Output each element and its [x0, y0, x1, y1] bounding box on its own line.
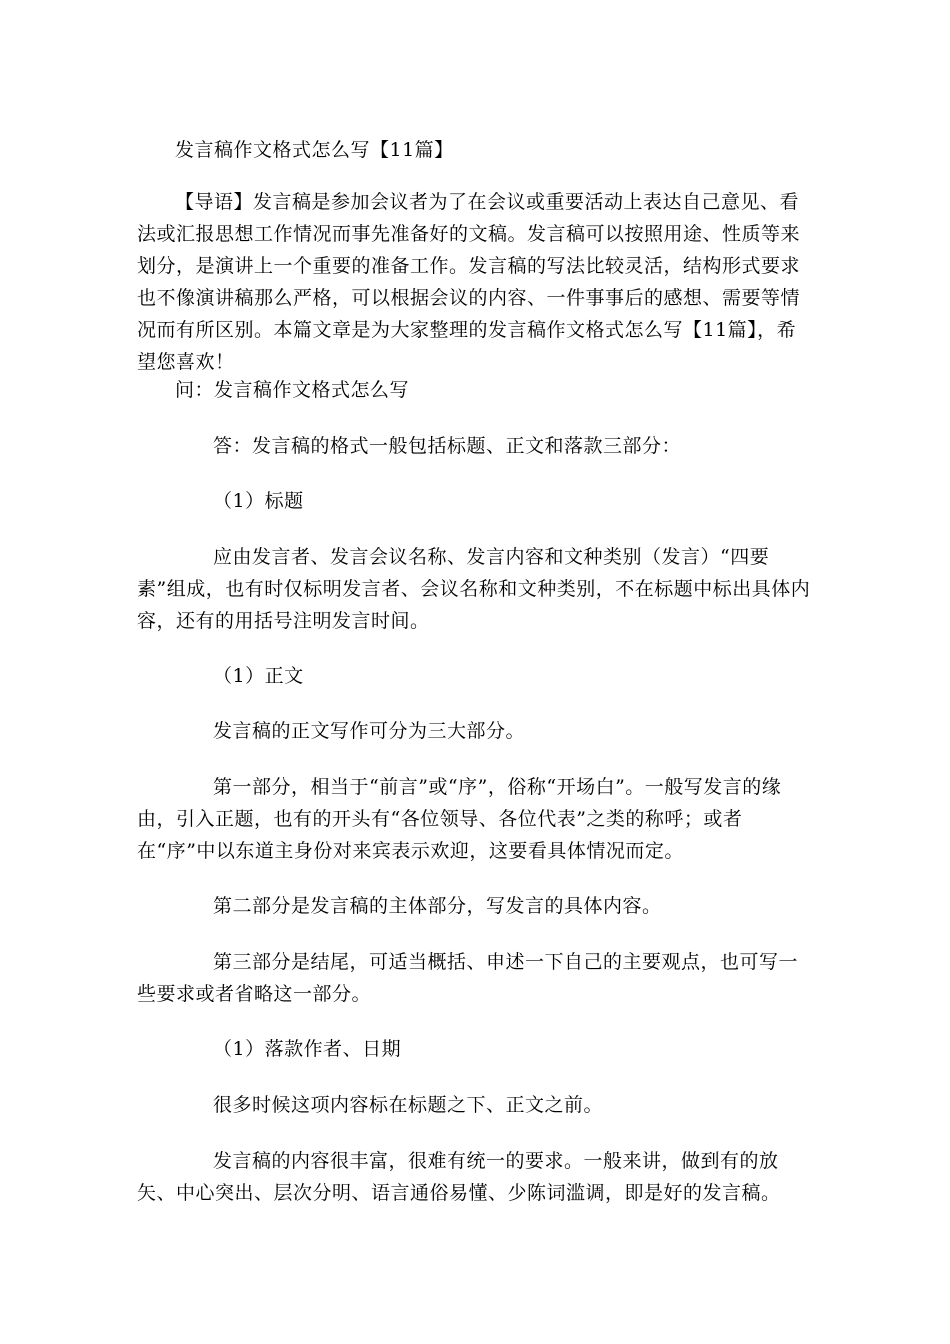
section-body-title: 应由发言者、发言会议名称、发言内容和文种类别（发言）“四要素”组成，也有时仅标明发言者、会议名称和文种类别，不在标题中标出具体内容，还有的用括号注明发言时间。	[137, 546, 811, 632]
intro-paragraph: 【导语】发言稿是参加会议者为了在会议或重要活动上表达自己意见、看法或汇报思想工作情况而事先准备好的文稿。发言稿可以按照用途、性质等来划分，是演讲上一个重要的准备工作。发言稿的写法比较灵活，结构形式要求也不像演讲稿那么严格，可以根据会议的内容、一件事事后的感想、需要等情况而有所区别。本篇文章是为大家整理的发言稿作文格式怎么写【11篇】，希望您喜欢！	[137, 191, 801, 373]
answer-line: 答：发言稿的格式一般包括标题、正文和落款三部分：	[213, 435, 682, 457]
section-body-signature: 很多时候这项内容标在标题之下、正文之前。	[213, 1094, 604, 1116]
section-heading-signature: （1）落款作者、日期	[213, 1038, 402, 1060]
closing-paragraph: 发言稿的内容很丰富，很难有统一的要求。一般来讲，做到有的放矢、中心突出、层次分明、语言通俗易懂、少陈词滥调，即是好的发言稿。	[137, 1150, 781, 1204]
section-heading-title: （1）标题	[213, 490, 304, 512]
section-heading-body: （1）正文	[213, 665, 304, 687]
part-one-paragraph: 第一部分，相当于“前言”或“序”，俗称“开场白”。一般写发言的缘由，引入正题，也有的开头有“各位领导、各位代表”之类的称呼；或者在“序”中以东道主身份对来宾表示欢迎，这要看具体情况而定。	[137, 776, 782, 862]
section-body-intro: 发言稿的正文写作可分为三大部分。	[213, 720, 526, 742]
document-title: 发言稿作文格式怎么写【11篇】	[175, 139, 454, 161]
part-three-paragraph: 第三部分是结尾，可适当概括、申述一下自己的主要观点，也可写一些要求或者省略这一部分。	[137, 951, 799, 1005]
question-line: 问：发言稿作文格式怎么写	[175, 379, 410, 401]
part-two-paragraph: 第二部分是发言稿的主体部分，写发言的具体内容。	[213, 895, 662, 917]
